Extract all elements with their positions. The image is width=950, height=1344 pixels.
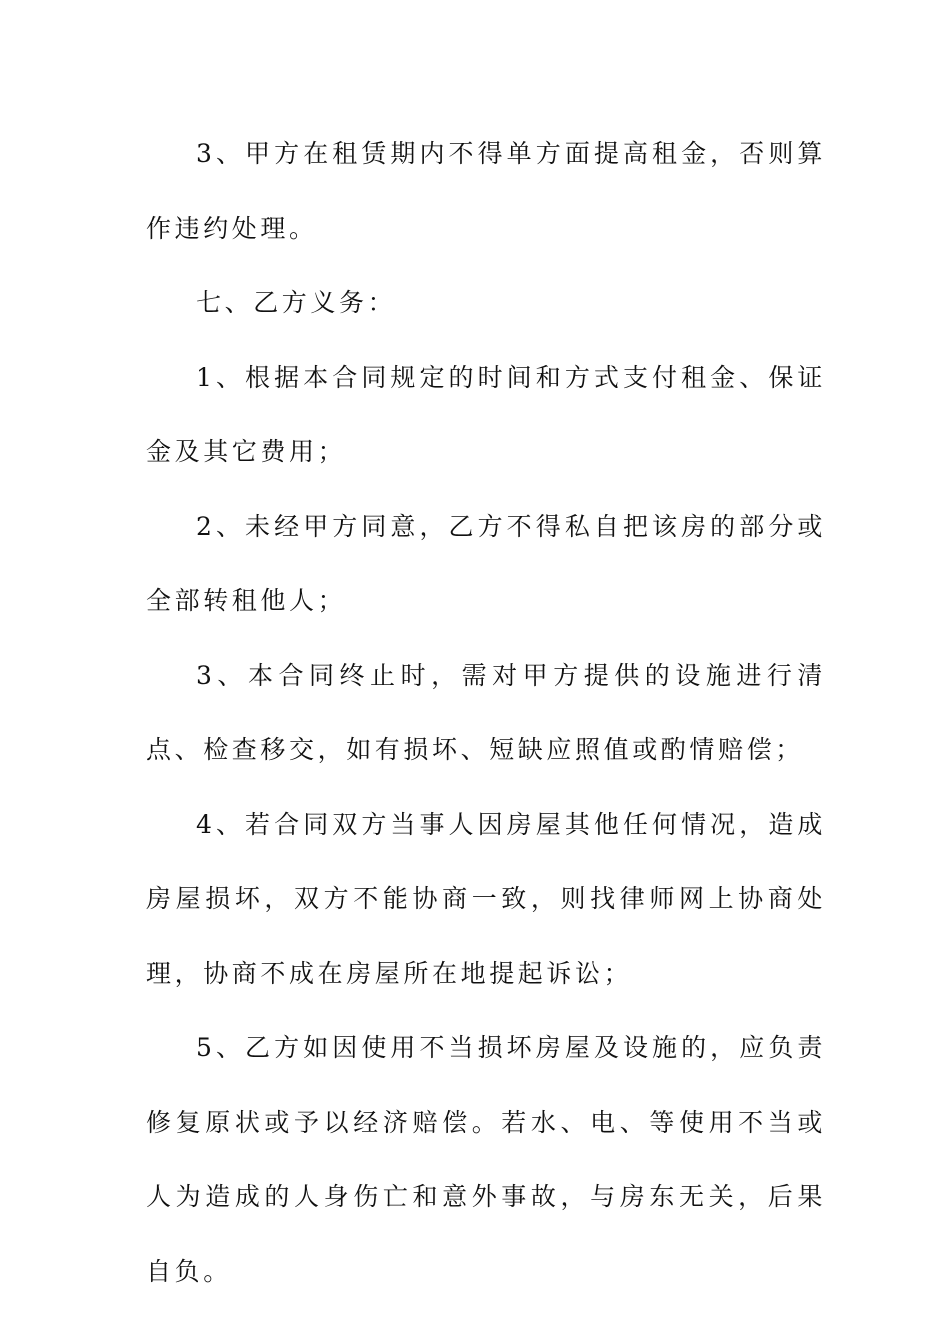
paragraph-clause-7-4: 4、若合同双方当事人因房屋其他任何情况，造成房屋损坏，双方不能协商一致，则找律师网上协商处理，协商不成在房屋所在地提起诉讼； — [146, 809, 826, 988]
paragraph-clause-7-3: 3、本合同终止时，需对甲方提供的设施进行清点、检查移交，如有损坏、短缺应照值或酌情赔偿； — [146, 660, 826, 764]
paragraph-clause-7-2: 2、未经甲方同意，乙方不得私自把该房的部分或全部转租他人； — [146, 511, 826, 615]
paragraph-clause-6-3: 3、甲方在租赁期内不得单方面提高租金，否则算作违约处理。 — [146, 139, 826, 243]
paragraph-clause-7-1: 1、根据本合同规定的时间和方式支付租金、保证金及其它费用； — [146, 362, 826, 466]
document-body — [146, 117, 826, 1309]
section-heading-tenant-obligations: 七、乙方义务： — [196, 288, 397, 317]
paragraph-clause-7-5: 5、乙方如因使用不当损坏房屋及设施的，应负责修复原状或予以经济赔偿。若水、电、等使用不当或人为造成的人身伤亡和意外事故，与房东无关，后果自负。 — [146, 1033, 826, 1286]
